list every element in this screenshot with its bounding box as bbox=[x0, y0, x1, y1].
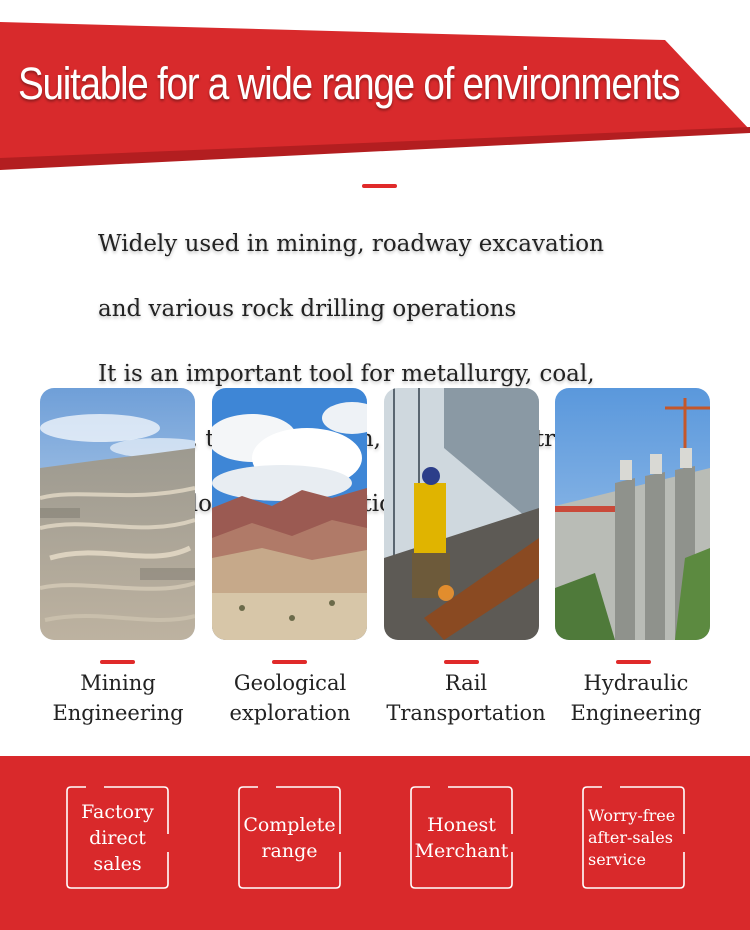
badge-line: range bbox=[261, 839, 318, 862]
banner-title: Suitable for a wide range of environments bbox=[18, 58, 680, 109]
caption-divider bbox=[444, 660, 479, 664]
features-band bbox=[0, 756, 750, 930]
badge-honest-merchant bbox=[410, 786, 513, 889]
intro-divider bbox=[362, 184, 397, 188]
intro-line: Widely used in mining, roadway excavation bbox=[98, 230, 604, 257]
caption-line: Transportation bbox=[386, 701, 546, 725]
caption-line: exploration bbox=[229, 701, 351, 725]
intro-line: geological bbox=[148, 490, 268, 517]
badge-worry-free-service bbox=[582, 786, 685, 889]
caption-line: Mining bbox=[80, 671, 156, 695]
caption-line: Hydraulic bbox=[583, 671, 689, 695]
intro-line: infrastructure bbox=[467, 425, 632, 452]
caption-geological bbox=[202, 668, 378, 728]
badge-line: sales bbox=[93, 852, 142, 875]
mining-photo bbox=[40, 388, 195, 640]
caption-line: Geological bbox=[233, 671, 347, 695]
caption-hydraulic bbox=[548, 668, 724, 728]
intro-line: and various rock drilling operations bbox=[98, 295, 517, 322]
badge-factory-direct bbox=[66, 786, 169, 889]
caption-divider bbox=[272, 660, 307, 664]
caption-divider bbox=[616, 660, 651, 664]
geological-photo bbox=[212, 388, 367, 640]
caption-line: Engineering bbox=[570, 701, 702, 725]
caption-divider bbox=[100, 660, 135, 664]
caption-mining bbox=[30, 668, 206, 728]
badge-line: Honest bbox=[427, 813, 496, 836]
caption-rail bbox=[378, 668, 554, 728]
hydraulic-photo bbox=[555, 388, 710, 640]
intro-line: It is an important tool for metallurgy, coal, bbox=[98, 360, 595, 387]
badge-line: direct bbox=[89, 826, 146, 849]
caption-line: Rail bbox=[444, 671, 488, 695]
badge-line: Worry-free bbox=[588, 805, 676, 825]
rail-photo bbox=[384, 388, 539, 640]
badge-complete-range bbox=[238, 786, 341, 889]
caption-line: Engineering bbox=[52, 701, 184, 725]
badge-line: service bbox=[588, 849, 646, 869]
badge-line: Merchant bbox=[414, 839, 509, 862]
badge-line: after-sales bbox=[588, 827, 673, 847]
badge-line: Complete bbox=[243, 813, 336, 836]
badge-line: Factory bbox=[81, 800, 154, 823]
title-banner bbox=[0, 0, 750, 170]
